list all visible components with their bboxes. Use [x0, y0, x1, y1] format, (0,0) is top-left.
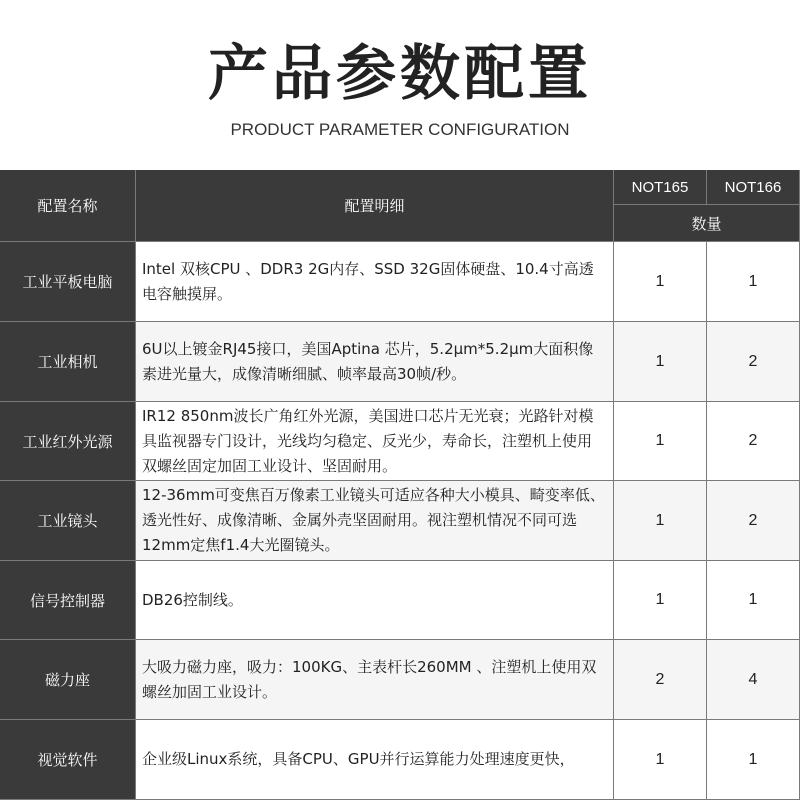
- row-name: 工业平板电脑: [0, 242, 136, 322]
- header-quantity: 数量: [614, 205, 800, 242]
- row-qty-not166: 2: [707, 322, 800, 402]
- row-name: 视觉软件: [0, 720, 136, 800]
- row-detail: DB26控制线。: [136, 561, 614, 640]
- row-qty-not165: 1: [614, 481, 707, 561]
- row-qty-not166: 1: [707, 561, 800, 640]
- row-name: 信号控制器: [0, 561, 136, 640]
- row-qty-not165: 1: [614, 720, 707, 800]
- row-qty-not165: 1: [614, 402, 707, 481]
- row-qty-not165: 1: [614, 322, 707, 402]
- row-name: 工业红外光源: [0, 402, 136, 481]
- row-qty-not166: 2: [707, 402, 800, 481]
- row-detail: 12-36mm可变焦百万像素工业镜头可适应各种大小模具、畸变率低、透光性好、成像清晰、金属外壳坚固耐用。视注塑机情况不同可选12mm定焦f1.4大光圈镜头。: [136, 481, 614, 561]
- row-name: 磁力座: [0, 640, 136, 720]
- row-detail: 大吸力磁力座，吸力：100KG、主表杆长260MM 、注塑机上使用双螺丝加固工业设计。: [136, 640, 614, 720]
- header-config-detail: 配置明细: [136, 170, 614, 242]
- row-detail: IR12 850nm波长广角红外光源，美国进口芯片无光衰；光路针对模具监视器专门设计，光线均匀稳定、反光少，寿命长，注塑机上使用双螺丝固定加固工业设计、坚固耐用。: [136, 402, 614, 481]
- page-title: 产品参数配置: [208, 39, 592, 109]
- header-config-name: 配置名称: [0, 170, 136, 242]
- header-model-not165: NOT165: [614, 170, 707, 205]
- row-qty-not165: 1: [614, 561, 707, 640]
- row-name: 工业镜头: [0, 481, 136, 561]
- row-name: 工业相机: [0, 322, 136, 402]
- header-model-not166: NOT166: [707, 170, 800, 205]
- page-subtitle: PRODUCT PARAMETER CONFIGURATION: [230, 120, 570, 139]
- parameter-table: [0, 170, 800, 800]
- row-qty-not166: 1: [707, 242, 800, 322]
- row-detail: Intel 双核CPU 、DDR3 2G内存、SSD 32G固体硬盘、10.4寸高透电容触摸屏。: [136, 242, 614, 322]
- row-qty-not165: 2: [614, 640, 707, 720]
- row-detail: 企业级Linux系统，具备CPU、GPU并行运算能力处理速度更快，: [136, 720, 614, 800]
- row-qty-not166: 4: [707, 640, 800, 720]
- row-qty-not165: 1: [614, 242, 707, 322]
- row-qty-not166: 2: [707, 481, 800, 561]
- row-qty-not166: 1: [707, 720, 800, 800]
- row-detail: 6U以上镀金RJ45接口，美国Aptina 芯片，5.2μm*5.2μm大面积像素进光量大，成像清晰细腻、帧率最高30帧/秒。: [136, 322, 614, 402]
